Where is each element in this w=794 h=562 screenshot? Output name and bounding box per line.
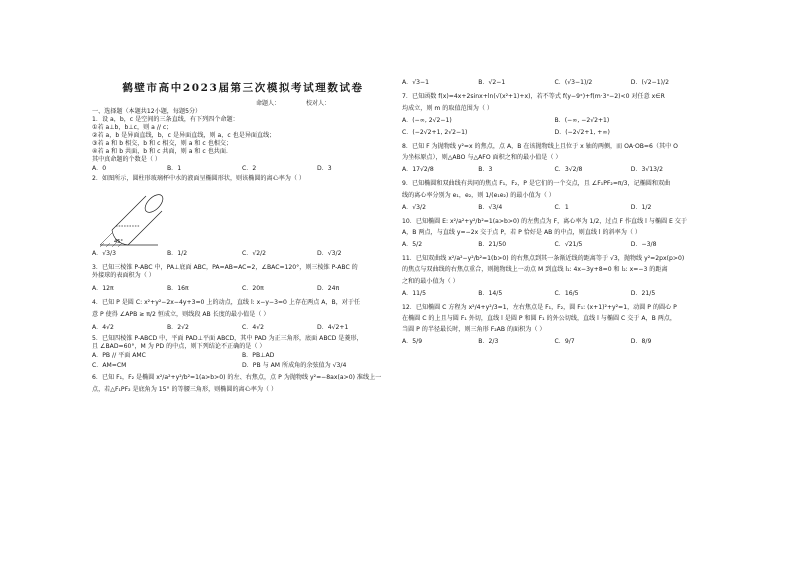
question-9 [402, 180, 707, 212]
option-a: A．4√2 [92, 324, 114, 332]
option-a: A．11/5 [402, 289, 426, 297]
option-d: D．8/9 [630, 337, 652, 345]
option-c: C．√21/5 [554, 241, 583, 249]
option-b: B．14/5 [478, 289, 503, 297]
q8-line: 8．已知 F 为抛物线 y²=x 的焦点，点 A，B 在该抛物线上且位于 x 轴的两侧，而 OA·OB=6（其中 O [402, 143, 678, 151]
option-c: C．16/5 [554, 289, 579, 297]
question-12 [402, 304, 707, 346]
option-c: C．3√2/8 [554, 166, 583, 174]
option-c: C．(√3−1)/2 [554, 79, 593, 86]
q2-line: 2．如图所示，圆柱形玻璃杯中水的液面呈椭圆形状，则该椭圆的离心率为（ ） [92, 175, 306, 183]
q11-line: 的焦点与双曲线的右焦点重合，则抛物线上一动点 M 到直线 l₁: 4x−3y+8=0 和 l₂: x=−3 的距离 [402, 266, 668, 274]
exam-meta [250, 98, 330, 107]
option-b: B．√2−1 [478, 79, 506, 86]
option-b: B．21/50 [478, 241, 507, 249]
option-b: B．3 [478, 166, 493, 174]
q12-line: 在椭圆 C 的上且与圆 F₁ 外切，直线 l 是圆 P 和圆 F₁ 的外公切线，直线 l 与椭圆 C 交于 A，B 两点， [402, 314, 676, 322]
question-8 [402, 143, 707, 174]
q12-line: 12．已知椭圆 C 方程为 x²/4+y²/3=1，左右焦点是 F₁，F₂，圆 F₁: (x+1)²+y²=1，动圆 P 的圆心 P [402, 303, 677, 311]
section-heading: 一、选择题（本题共12小题，每题5分） [92, 108, 202, 115]
option-b: B．16π [167, 285, 189, 293]
q11-options [402, 290, 707, 298]
q4-options [92, 324, 392, 332]
q3-line: 3．已知三棱锥 P-ABC 中，PA⊥底面 ABC，PA=AB=AC=2，∠BAC=120°，则三棱锥 P-ABC 的 [92, 264, 358, 272]
q2-figure-area [92, 183, 392, 249]
q6-line: 6．已知 F₁，F₂ 是椭圆 x²/a²+y²/b²=1(a>b>0) 的左、右焦点，点 P 为抛物线 y²=−8ax(a>0) 准线上一 [92, 373, 382, 381]
q9-line: 线的离心率分别为 e₁，e₂，则 1/(e₁e₂) 的最小值为（ ） [402, 192, 555, 200]
question-2 [92, 175, 392, 258]
q10-line: 10．已知椭圆 E: x²/a²+y²/b²=1(a>b>0) 的左焦点为 F，离心率为 1/2，过点 F 作直线 l 与椭圆 E 交于 [402, 218, 687, 226]
option-a: A．0 [92, 165, 107, 173]
q3-options [92, 285, 392, 293]
q11-line: 11．已知双曲线 x²/a²−y²/b²=1(b>0) 的右焦点到其一条渐近线的距离等于 √3，抛物线 y²=2px(p>0) [402, 255, 685, 263]
option-d: D．(−2√2+1, +∞) [554, 129, 610, 137]
option-c: C．1 [554, 204, 569, 212]
angle-label: 45° [114, 239, 123, 246]
q10-line: A，B 两点，与直线 y=−2x 交于点 P，若 P 恰好是 AB 的中点，则直线 l 的斜率为（ ） [402, 229, 641, 237]
option-a: A．√3−1 [402, 79, 430, 86]
question-10 [402, 218, 707, 249]
option-a: A．5/9 [402, 337, 423, 345]
option-b: B．√3/4 [478, 204, 503, 212]
option-c: C．√2/2 [242, 250, 267, 258]
q5-line: 5．已知四棱锥 P-ABCD 中，平面 PAD⊥平面 ABCD，其中 PAD 为正三角形，底面 ABCD 是菱形， [92, 334, 363, 342]
option-d: D．PB 与 AM 所成角的余弦值为 √3/4 [242, 361, 347, 369]
q1-options [92, 165, 392, 173]
option-d: D．√3/2 [317, 250, 342, 258]
question-4 [92, 299, 392, 332]
option-d: D．4√2+1 [317, 324, 349, 332]
q1-line: ③若 a 和 b 相交，b 和 c 相交，则 a 和 c 也相交； [92, 140, 233, 148]
q9-line: 9．已知椭圆和双曲线有共同的焦点 F₁，F₂，P 是它们的一个交点，且 ∠F₁PF₂=π/3，记椭圆和双曲 [402, 180, 671, 188]
q6-line: 点，若△F₁PF₂ 是底角为 15° 的等腰三角形，则椭圆的离心率为（ ） [92, 385, 278, 393]
left-column [92, 108, 392, 394]
option-d: D．−3/8 [630, 241, 657, 249]
option-d: D．21/5 [630, 289, 656, 297]
q4-line: 意 P 使得 ∠APB ≥ π/2 恒成立，则线段 AB 长度的最小值是（ ） [92, 311, 270, 319]
q2-options [92, 250, 392, 258]
q11-line: 之和的最小值为（ ） [402, 277, 459, 285]
q7-options-row-1 [402, 117, 707, 125]
q9-options [402, 204, 707, 212]
q6-options [402, 79, 707, 87]
q1-line: 其中真命题的个数是（ ） [92, 156, 161, 164]
option-a: A．5/2 [402, 241, 423, 249]
question-5 [92, 335, 392, 370]
q1-line: ④若 a 和 b 共面，b 和 c 共面，则 a 和 c 也共面． [92, 148, 233, 156]
q12-line: 当圆 P 的半径最长时，则三角形 F₂AB 的面积为（ ） [402, 325, 546, 333]
option-b: B．2√2 [167, 324, 189, 332]
q3-line: 外接球的表面积为（ ） [92, 272, 155, 280]
q5-options-row-1 [92, 352, 392, 360]
option-a: A．(−∞, 2√2−1) [402, 117, 452, 125]
q1-line: ①若 a⊥b，b⊥c，则 a // c； [92, 124, 173, 132]
exam-title: 鹤壁市高中2023届第三次模拟考试理数试卷 [122, 82, 364, 94]
q10-options [402, 241, 707, 249]
reviewer-label: 校对人： [305, 100, 330, 107]
option-b: B．1/2 [167, 250, 188, 258]
question-1 [92, 116, 392, 173]
option-b: B．(−∞, −2√2+1) [554, 117, 610, 125]
option-d: D．1/2 [630, 204, 652, 212]
q12-options [402, 338, 707, 346]
q8-options [402, 166, 707, 174]
tilted-cylinder-figure [98, 185, 188, 251]
option-c: C．2 [242, 165, 257, 173]
q7-line: 均成立，则 m 的取值范围为（ ） [402, 105, 493, 113]
option-a: A．√3/3 [92, 250, 116, 258]
option-b: B．PB⊥AD [242, 351, 275, 359]
q1-line: 1．设 a，b，c 是空间的三条直线，有下列四个命题： [92, 116, 239, 124]
option-c: C．20π [242, 285, 264, 293]
option-d: D．(√2−1)/2 [630, 79, 669, 86]
q5-line: 且 ∠BAD=60°，M 为 PD 的中点，则下列结论不正确的是（ ） [92, 342, 266, 350]
q8-line: 为坐标原点），则△ABO 与△AFO 面积之和的最小值是（ ） [402, 154, 562, 162]
option-b: B．2/3 [478, 337, 499, 345]
q4-line: 4．已知 P 是圆 C: x²+y²−2x−4y+3=0 上的动点，直线 l: x−y−3=0 上存在两点 A，B，对于任 [92, 299, 361, 307]
option-a: A．17√2/8 [402, 166, 434, 174]
option-a: A．PB // 平面 AMC [92, 351, 146, 359]
option-a: A．12π [92, 285, 114, 293]
author-label: 命题人： [256, 100, 281, 107]
option-b: B．1 [167, 165, 182, 173]
option-d: D．3√13/2 [630, 166, 663, 174]
q5-options-row-2 [92, 362, 392, 370]
option-a: A．√3/2 [402, 204, 426, 212]
option-c: C．9/7 [554, 337, 575, 345]
option-c: C．4√2 [242, 324, 264, 332]
question-7 [402, 93, 707, 137]
q7-line: 7．已知函数 f(x)=4x+2sinx+ln(√(x²+1)+x)，若不等式 f(y−9ˣ)+f(m·3ˣ−2)<0 对任意 x∈R [402, 93, 665, 101]
question-3 [92, 264, 392, 293]
option-d: D．3 [317, 165, 332, 173]
right-column [402, 78, 707, 348]
option-c: C．AM=CM [92, 361, 127, 369]
q1-line: ②若 a，b 是异面直线，b，c 是异面直线，则 a，c 也是异面直线； [92, 132, 276, 140]
question-11 [402, 255, 707, 297]
q7-options-row-2 [402, 129, 707, 137]
option-c: C．(−2√2+1, 2√2−1) [402, 129, 468, 137]
question-6 [92, 374, 392, 394]
option-d: D．24π [317, 285, 340, 293]
